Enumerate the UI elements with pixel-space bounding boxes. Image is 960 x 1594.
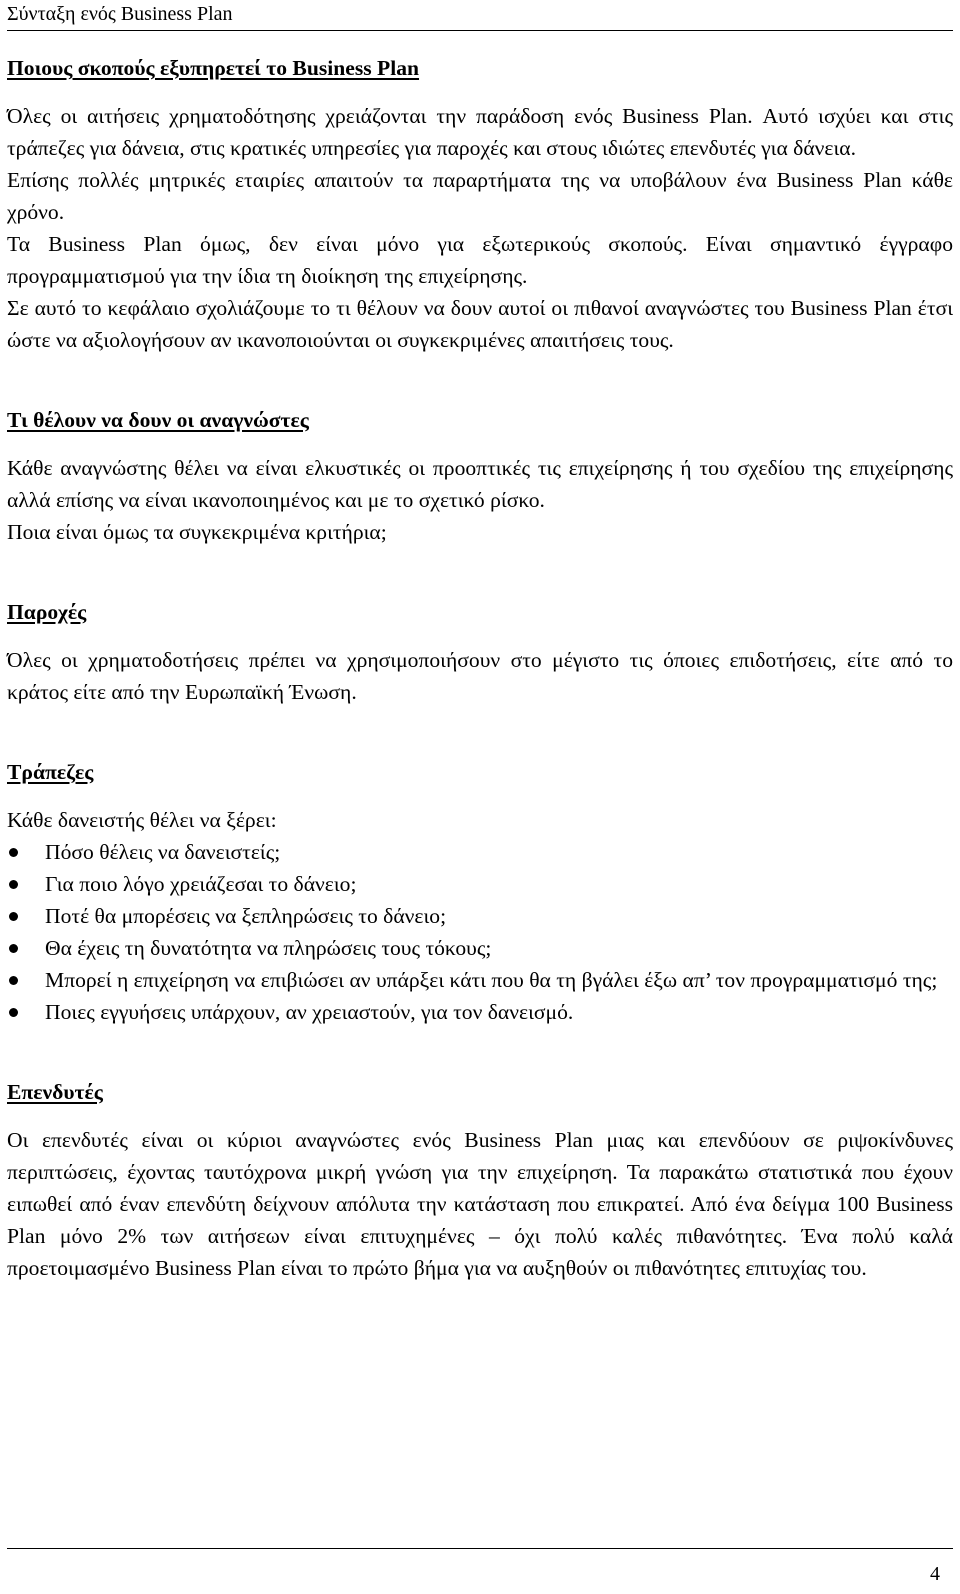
section-banks [7,756,953,1028]
paragraph: Ποια είναι όμως τα συγκεκριμένα κριτήρια; [7,520,387,544]
section-heading: Τράπεζες [7,760,94,784]
list-item: Πόσο θέλεις να δανειστείς; [7,836,953,868]
paragraph: Επίσης πολλές μητρικές εταιρίες απαιτούν τα παραρτήματα της να υποβάλουν ένα Business Plan κάθε χρόνο. [7,168,953,224]
paragraph: Όλες οι χρηματοδοτήσεις πρέπει να χρησιμοποιήσουν στο μέγιστο τις όποιες επιδοτήσεις, είτε από το κράτος είτε από την Ευρωπαϊκή Ένωση. [7,648,953,704]
footer-divider [7,1548,953,1549]
document-body [7,52,953,1284]
header-divider [7,30,953,31]
section-readers [7,404,953,548]
section-investors [7,1076,953,1284]
paragraph: Σε αυτό το κεφάλαιο σχολιάζουμε το τι θέλουν να δουν αυτοί οι πιθανοί αναγνώστες του Business Plan έτσι ώστε να αξιολογήσουν αν ικανοποιούνται οι συγκεκριμένες απαιτήσεις τους. [7,296,953,352]
list-item: Θα έχεις τη δυνατότητα να πληρώσεις τους τόκους; [7,932,953,964]
paragraph: Όλες οι αιτήσεις χρηματοδότησης χρειάζονται την παράδοση ενός Business Plan. Αυτό ισχύει και στις τράπεζες για δάνεια, στις κρατικές υπηρεσίες για παροχές και στους ιδιώτες επενδυτές για δάνεια. [7,104,953,160]
section-heading: Τι θέλουν να δουν οι αναγνώστες [7,408,309,432]
list-item: Ποιες εγγυήσεις υπάρχουν, αν χρειαστούν, για τον δανεισμό. [7,996,953,1028]
bullet-list [7,836,953,1028]
paragraph: Κάθε αναγνώστης θέλει να είναι ελκυστικές οι προοπτικές τις επιχείρησης ή του σχεδίου της επιχείρησης αλλά επίσης να είναι ικανοποιημένος και με το σχετικό ρίσκο. [7,456,953,512]
section-heading: Παροχές [7,600,87,624]
list-item: Για ποιο λόγο χρειάζεσαι το δάνειο; [7,868,953,900]
section-purpose [7,52,953,356]
running-header: Σύνταξη ενός Business Plan [7,3,233,25]
section-heading: Ποιους σκοπούς εξυπηρετεί το Business Plan [7,56,420,80]
page-number: 4 [930,1563,940,1585]
paragraph: Τα Business Plan όμως, δεν είναι μόνο για εξωτερικούς σκοπούς. Είναι σημαντικό έγγραφο προγραμματισμού για την ίδια τη διοίκηση της επιχείρησης. [7,232,953,288]
section-grants [7,596,953,708]
paragraph: Οι επενδυτές είναι οι κύριοι αναγνώστες ενός Business Plan μιας και επενδύουν σε ριψοκίνδυνες περιπτώσεις, έχοντας ταυτόχρονα μικρή γνώση για την επιχείρηση. Τα παρακάτω στατιστικά που έχουν ειπωθεί από έναν επενδύτη δείχνουν απόλυτα την κατάσταση που επικρατεί. Από ένα δείγμα 100 Business Plan μόνο 2% των αιτήσεων είναι επιτυχημένες – όχι πολύ καλές πιθανότητες. Ένα πολύ καλά προετοιμασμένο Business Plan είναι το πρώτο βήμα για να αυξηθούν οι πιθανότητες επιτυχίας του. [7,1128,953,1280]
paragraph: Κάθε δανειστής θέλει να ξέρει: [7,808,277,832]
list-item: Μπορεί η επιχείρηση να επιβιώσει αν υπάρξει κάτι που θα τη βγάλει έξω απ’ τον προγραμματισμό της; [7,964,953,996]
section-heading: Επενδυτές [7,1080,103,1104]
list-item: Ποτέ θα μπορέσεις να ξεπληρώσεις το δάνειο; [7,900,953,932]
